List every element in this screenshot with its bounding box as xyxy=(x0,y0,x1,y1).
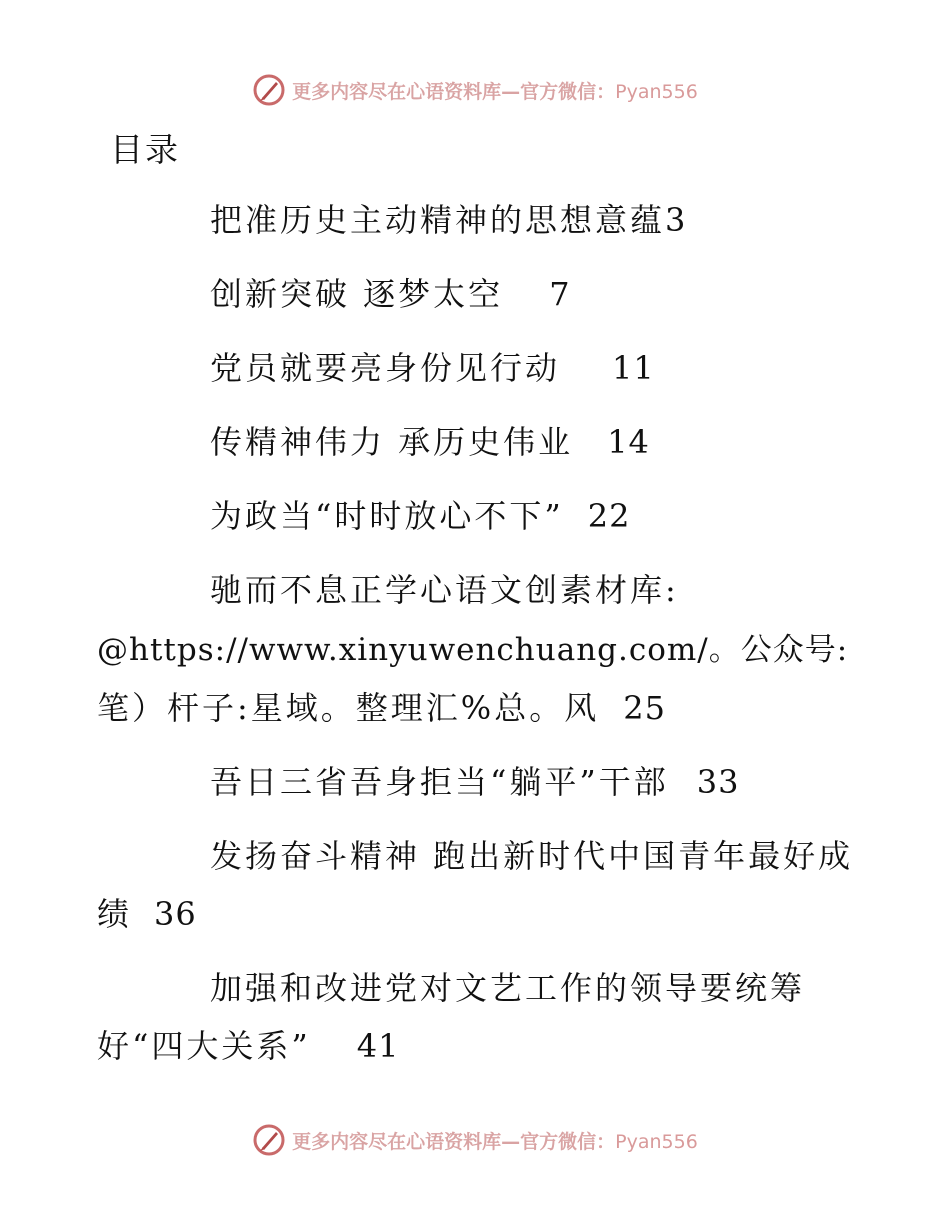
toc-entry-page: 7 xyxy=(549,275,571,313)
watermark-text: 更多内容尽在心语资料库—官方微信：Pyan556 xyxy=(292,80,698,103)
toc-entry-text: 绩 xyxy=(97,895,133,933)
toc-entry-text: 把准历史主动精神的思想意蕴 xyxy=(210,201,666,239)
toc-entry-text: 为政当“时时放心不下” xyxy=(210,497,564,535)
toc-entry-text: 创新突破 逐梦太空 xyxy=(210,275,504,313)
toc-entry-page: 22 xyxy=(587,497,631,535)
toc-title: 目录 xyxy=(110,130,180,169)
toc-entry-text: 好“四大关系” xyxy=(97,1027,311,1065)
footer-watermark xyxy=(0,1120,950,1160)
quill-pen-logo-icon xyxy=(252,73,286,107)
toc-entry-text: @https://www.xinyuwenchuang.com/。公众号: xyxy=(97,632,849,668)
toc-entry[interactable] xyxy=(210,836,853,876)
toc-entry-continuation[interactable] xyxy=(97,630,848,670)
toc-entry[interactable] xyxy=(210,348,655,388)
toc-entry-page: 36 xyxy=(154,895,197,933)
toc-entry-text: 吾日三省吾身拒当“躺平”干部 xyxy=(210,763,669,801)
toc-entry[interactable] xyxy=(210,968,805,1008)
toc-entry-text: 发扬奋斗精神 跑出新时代中国青年最好成 xyxy=(210,837,854,875)
toc-entry-page: 41 xyxy=(356,1027,400,1065)
toc-entry-page: 3 xyxy=(665,201,687,239)
toc-entry-continuation[interactable] xyxy=(97,688,666,728)
toc-entry-text: 传精神伟力 承历史伟业 xyxy=(210,423,574,461)
toc-entry-continuation[interactable] xyxy=(97,894,197,934)
watermark-text: 更多内容尽在心语资料库—官方微信：Pyan556 xyxy=(292,1130,698,1153)
toc-entry-text: 驰而不息正学心语文创素材库: xyxy=(210,571,679,609)
toc-entry[interactable] xyxy=(210,762,739,802)
toc-entry[interactable] xyxy=(210,496,630,536)
toc-entry-page: 25 xyxy=(623,689,666,727)
header-watermark xyxy=(0,70,950,110)
toc-entry[interactable] xyxy=(210,570,679,610)
toc-entry-page: 33 xyxy=(696,763,740,801)
toc-entry-page: 11 xyxy=(612,349,655,387)
toc-entry-page: 14 xyxy=(607,423,650,461)
toc-entry-continuation[interactable] xyxy=(97,1026,399,1066)
toc-entry-text: 加强和改进党对文艺工作的领导要统筹 xyxy=(210,969,806,1007)
toc-entry[interactable] xyxy=(210,422,650,462)
quill-pen-logo-icon xyxy=(252,1123,286,1157)
toc-entry-text: 党员就要亮身份见行动 xyxy=(210,349,561,387)
toc-entry-text: 笔）杆子:星域。整理汇%总。风 xyxy=(97,689,600,727)
toc-entry[interactable] xyxy=(210,274,571,314)
toc-entry[interactable] xyxy=(210,200,686,240)
